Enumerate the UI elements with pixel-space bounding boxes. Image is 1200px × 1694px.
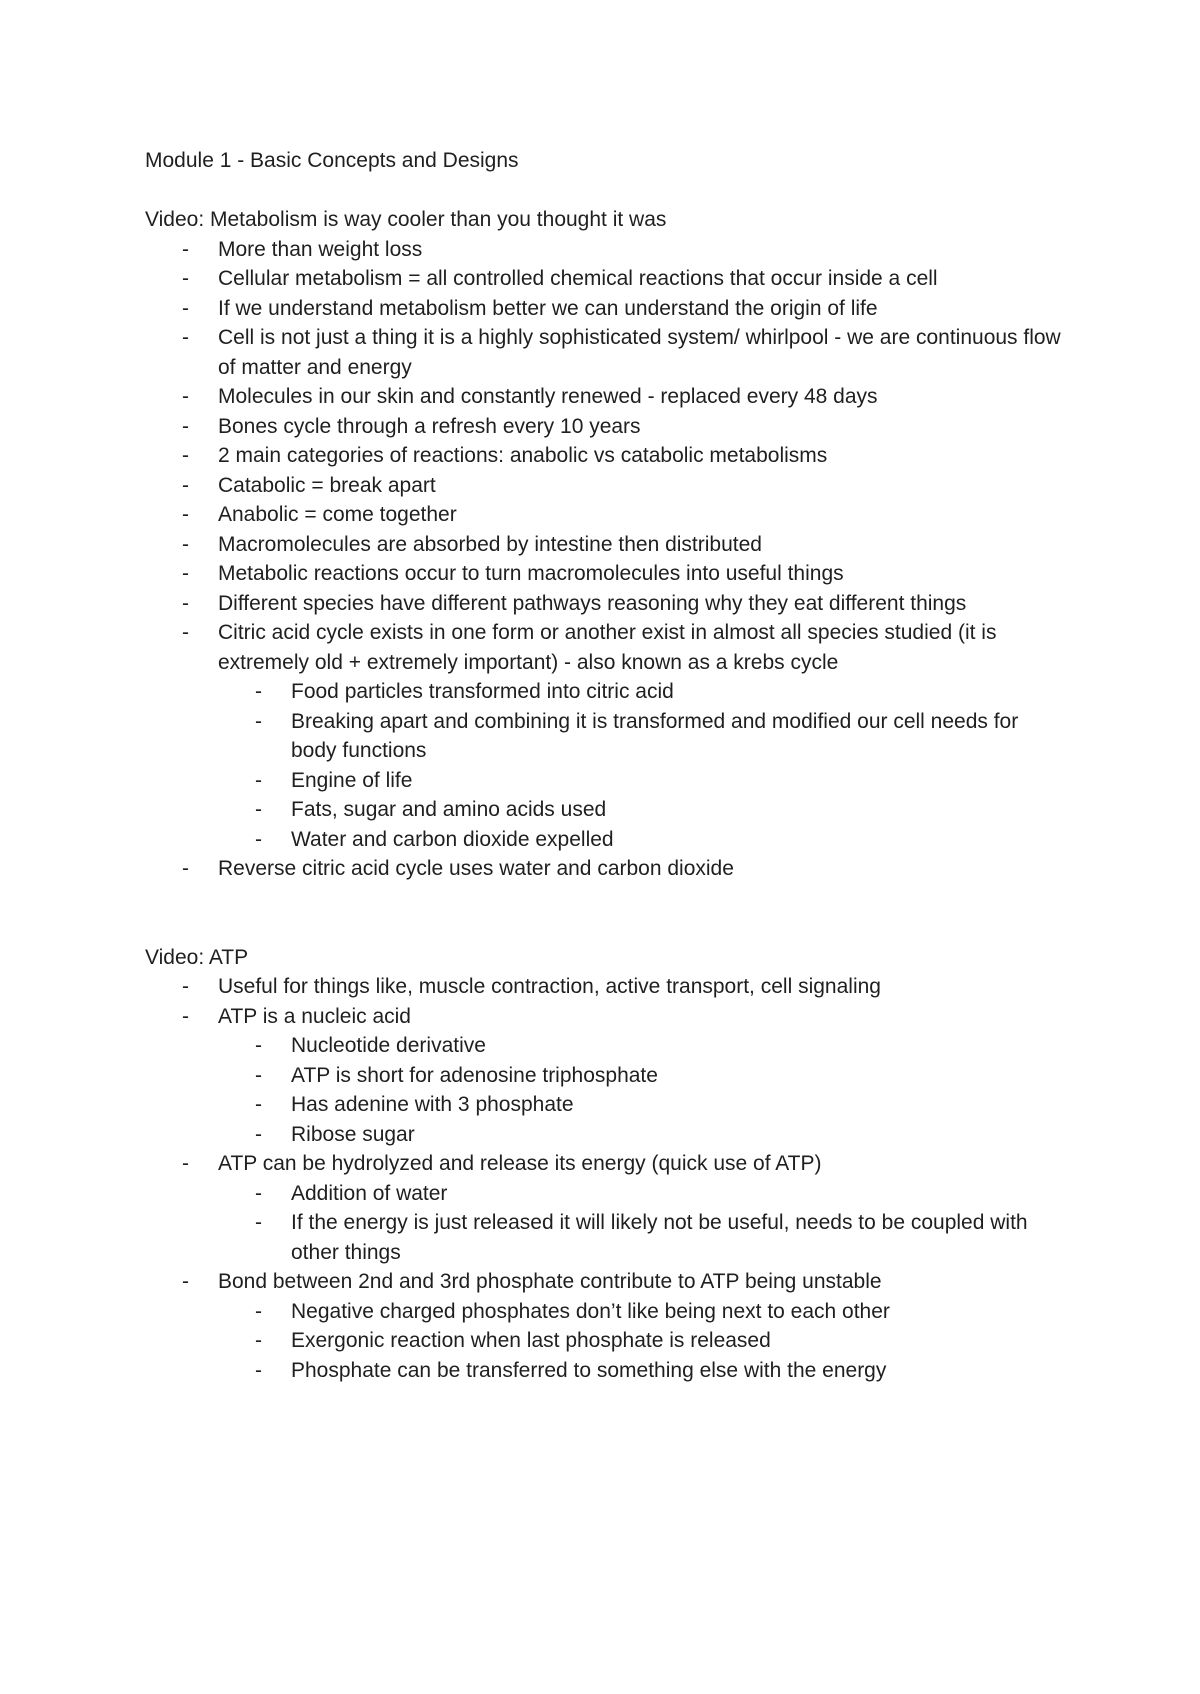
list-item — [145, 235, 1065, 265]
list-item-text: Fats, sugar and amino acids used — [291, 798, 607, 821]
list-item-text: Exergonic reaction when last phosphate is released — [291, 1329, 771, 1352]
list-item-text: Useful for things like, muscle contraction, active transport, cell signaling — [218, 975, 881, 998]
list-item-text: Water and carbon dioxide expelled — [291, 827, 614, 851]
spacer — [145, 176, 1065, 206]
list-item-text: Cellular metabolism = all controlled chemical reactions that occur inside a cell — [218, 267, 938, 290]
sub-bullet-list — [218, 677, 1065, 854]
list-item-text: Addition of water — [291, 1181, 448, 1205]
list-item — [145, 854, 1065, 884]
section-title: Video: Metabolism is way cooler than you thought it was — [145, 208, 667, 231]
sub-list-item — [219, 1356, 1065, 1386]
list-item-text: Negative charged phosphates don’t like being next to each other — [291, 1299, 890, 1323]
section-metabolism — [145, 205, 1065, 884]
list-item — [145, 412, 1065, 442]
sub-list-item — [219, 1297, 1065, 1327]
dash-bullet: - — [255, 798, 262, 821]
dash-bullet: - — [182, 975, 189, 998]
list-item — [145, 500, 1065, 530]
dash-bullet: - — [182, 562, 189, 585]
list-item — [145, 589, 1065, 619]
sub-bullet-list — [218, 1297, 1065, 1386]
list-item-text: 2 main categories of reactions: anabolic vs catabolic metabolisms — [218, 444, 828, 467]
dash-bullet: - — [182, 296, 189, 320]
sub-list-item — [219, 1031, 1065, 1061]
sub-list-item — [219, 677, 1065, 707]
list-item-text: Ribose sugar — [291, 1122, 415, 1146]
dash-bullet: - — [182, 237, 189, 261]
list-item — [145, 471, 1065, 501]
list-item-text: If the energy is just released it will likely not be useful, needs to be coupled with other things — [291, 1211, 1028, 1264]
sub-list-item — [219, 795, 1065, 825]
dash-bullet: - — [182, 1270, 189, 1293]
dash-bullet: - — [182, 503, 189, 526]
dash-bullet: - — [182, 414, 189, 438]
dash-bullet: - — [255, 1358, 262, 1382]
list-item — [145, 382, 1065, 412]
list-item-text: Reverse citric acid cycle uses water and carbon dioxide — [218, 857, 734, 880]
dash-bullet: - — [182, 621, 189, 644]
section-atp — [145, 943, 1065, 1386]
dash-bullet: - — [182, 385, 189, 408]
list-item — [145, 1149, 1065, 1267]
dash-bullet: - — [255, 1329, 262, 1352]
dash-bullet: - — [182, 267, 189, 290]
sub-bullet-list — [218, 1179, 1065, 1268]
list-item-text: Metabolic reactions occur to turn macromolecules into useful things — [218, 562, 844, 585]
document-content — [145, 146, 1065, 1385]
list-item-text: Has adenine with 3 phosphate — [291, 1093, 574, 1116]
list-item-text: If we understand metabolism better we can understand the origin of life — [218, 296, 878, 320]
dash-bullet: - — [182, 532, 189, 556]
list-item-text: Macromolecules are absorbed by intestine then distributed — [218, 532, 762, 556]
dash-bullet: - — [255, 1063, 262, 1087]
dash-bullet: - — [182, 444, 189, 467]
list-item-text: Bones cycle through a refresh every 10 years — [218, 414, 641, 438]
list-item — [145, 441, 1065, 471]
spacer — [145, 884, 1065, 943]
list-item-text: Engine of life — [291, 768, 413, 792]
list-item — [145, 294, 1065, 324]
bullet-list — [145, 972, 1065, 1385]
list-item-text: ATP can be hydrolyzed and release its energy (quick use of ATP) — [218, 1152, 822, 1175]
document-title: Module 1 - Basic Concepts and Designs — [145, 149, 519, 172]
dash-bullet: - — [255, 1093, 262, 1116]
list-item — [145, 972, 1065, 1002]
sub-list-item — [219, 1208, 1065, 1267]
list-item — [145, 559, 1065, 589]
list-item-text: Citric acid cycle exists in one form or another exist in almost all species studied (it is extremely old + extremely important) - also known as a krebs cycle — [218, 621, 997, 674]
list-item-text: ATP is a nucleic acid — [218, 1004, 411, 1028]
dash-bullet: - — [182, 1004, 189, 1028]
sub-list-item — [219, 1179, 1065, 1209]
list-item — [145, 264, 1065, 294]
bullet-list — [145, 235, 1065, 884]
dash-bullet: - — [255, 1122, 262, 1146]
list-item-text: Food particles transformed into citric acid — [291, 680, 674, 703]
list-item-text: Phosphate can be transferred to something else with the energy — [291, 1358, 887, 1382]
dash-bullet: - — [255, 709, 262, 733]
list-item-text: Catabolic = break apart — [218, 473, 436, 497]
list-item-text: ATP is short for adenosine triphosphate — [291, 1063, 658, 1087]
list-item — [145, 1267, 1065, 1385]
sub-bullet-list — [218, 1031, 1065, 1149]
sub-list-item — [219, 1090, 1065, 1120]
list-item-text: Different species have different pathways reasoning why they eat different things — [218, 591, 967, 615]
dash-bullet: - — [255, 1211, 262, 1234]
dash-bullet: - — [255, 680, 262, 703]
list-item — [145, 1002, 1065, 1150]
sub-list-item — [219, 825, 1065, 855]
dash-bullet: - — [182, 1152, 189, 1175]
dash-bullet: - — [255, 1299, 262, 1323]
sub-list-item — [219, 766, 1065, 796]
sub-list-item — [219, 1120, 1065, 1150]
list-item — [145, 530, 1065, 560]
dash-bullet: - — [182, 591, 189, 615]
dash-bullet: - — [255, 827, 262, 851]
list-item — [145, 323, 1065, 382]
list-item-text: Nucleotide derivative — [291, 1034, 486, 1057]
dash-bullet: - — [255, 768, 262, 792]
dash-bullet: - — [255, 1034, 262, 1057]
dash-bullet: - — [182, 473, 189, 497]
dash-bullet: - — [255, 1181, 262, 1205]
list-item-text: Breaking apart and combining it is transformed and modified our cell needs for body functions — [291, 709, 1019, 762]
list-item-text: Bond between 2nd and 3rd phosphate contribute to ATP being unstable — [218, 1270, 882, 1293]
list-item — [145, 618, 1065, 854]
dash-bullet: - — [182, 326, 189, 349]
section-title: Video: ATP — [145, 945, 249, 969]
sub-list-item — [219, 1061, 1065, 1091]
list-item-text: Cell is not just a thing it is a highly sophisticated system/ whirlpool - we are continuous flow of matter and energy — [218, 326, 1061, 379]
list-item-text: Molecules in our skin and constantly renewed - replaced every 48 days — [218, 385, 878, 408]
sub-list-item — [219, 707, 1065, 766]
sub-list-item — [219, 1326, 1065, 1356]
list-item-text: Anabolic = come together — [218, 503, 457, 526]
list-item-text: More than weight loss — [218, 237, 423, 261]
dash-bullet: - — [182, 857, 189, 880]
